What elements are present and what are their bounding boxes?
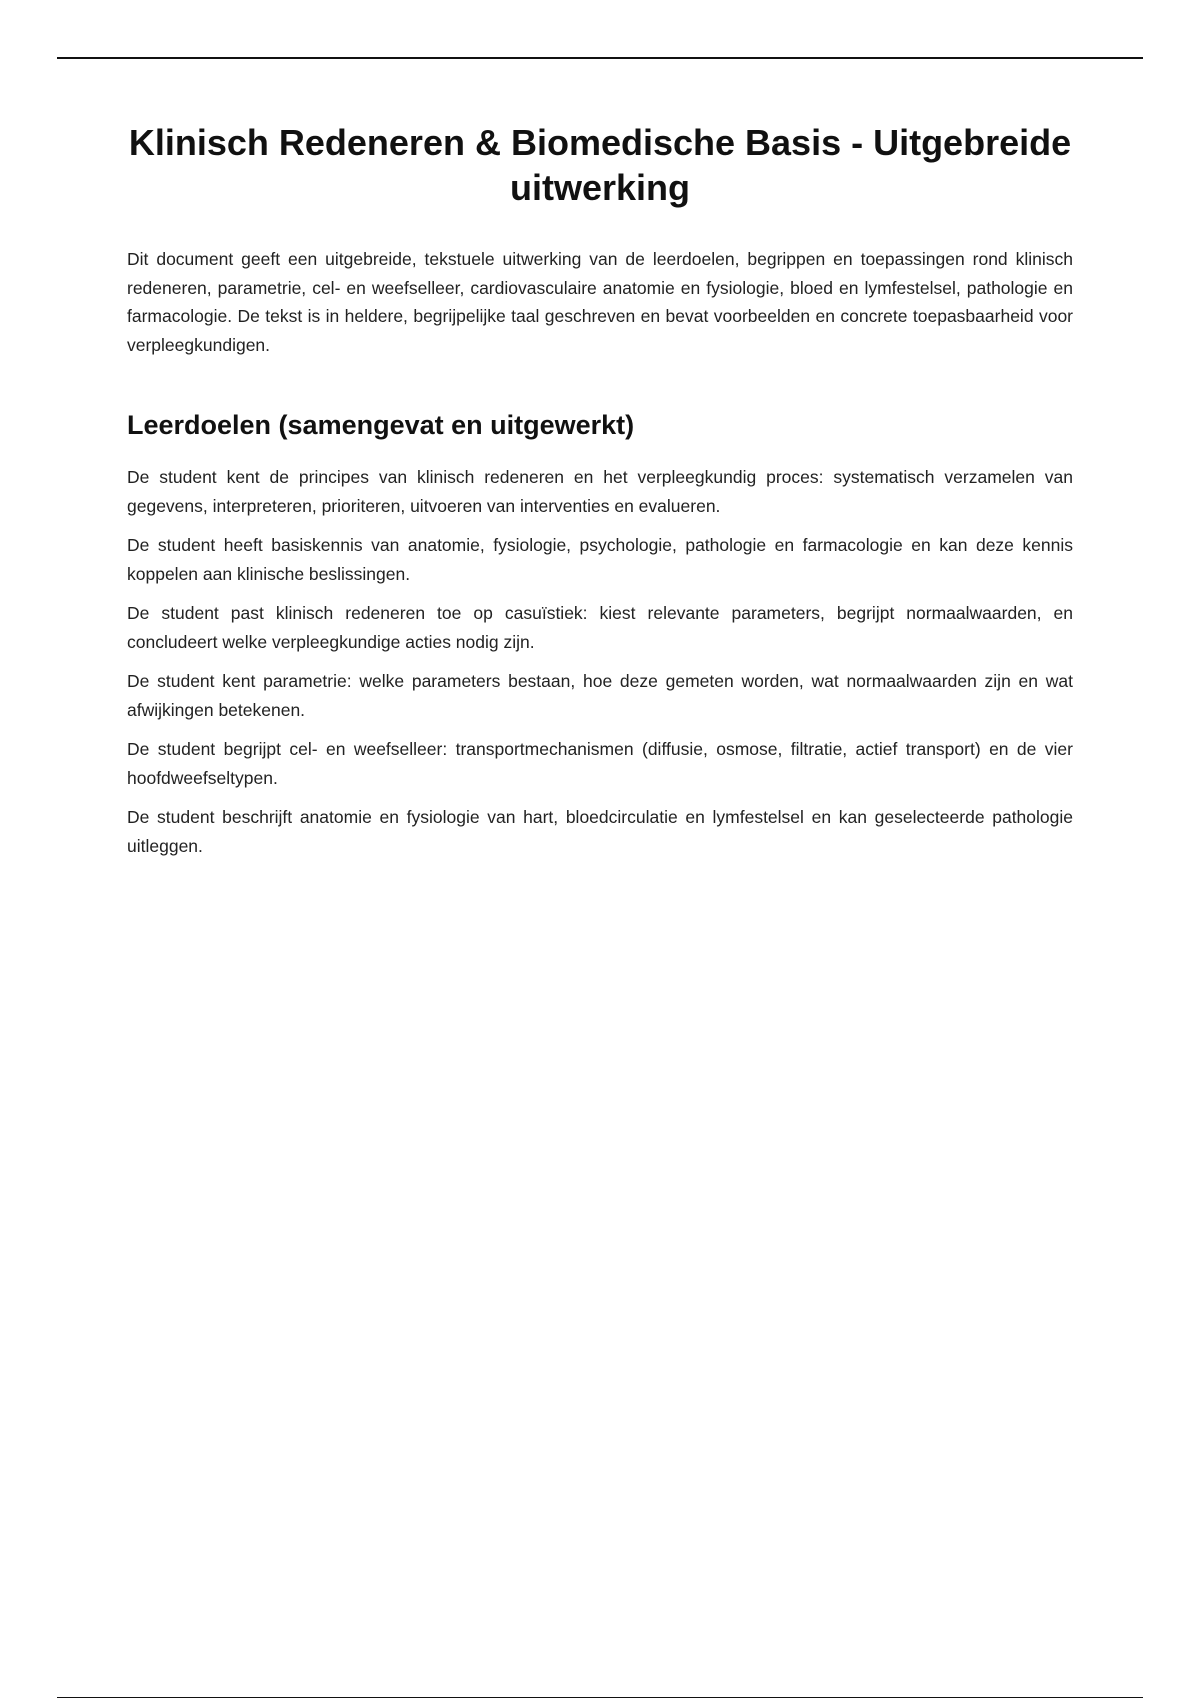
intro-paragraph: Dit document geeft een uitgebreide, tekstuele uitwerking van de leerdoelen, begrippen en toepassingen rond klinisch redeneren, parametrie, cel- en weefselleer, cardiovasculaire anatomie en fysiologie, bloed en lymfestelsel, pathologie en farmacologie. De tekst is in heldere, begrijpelijke taal geschreven en bevat voorbeelden en concrete toepasbaarheid voor verpleegkundigen. xyxy=(127,249,1073,355)
document-body xyxy=(127,120,1073,871)
section-heading: Leerdoelen (samengevat en uitgewerkt) xyxy=(127,410,635,440)
learning-goals-list xyxy=(127,463,1073,860)
learning-goal-paragraph: De student heeft basiskennis van anatomie, fysiologie, psychologie, pathologie en farmacologie en kan deze kennis koppelen aan klinische beslissingen. xyxy=(127,535,1073,584)
learning-goal-paragraph: De student kent de principes van klinisch redeneren en het verpleegkundig proces: systematisch verzamelen van gegevens, interpreteren, prioriteren, uitvoeren van interventies en evalueren. xyxy=(127,467,1073,516)
learning-goal-paragraph: De student beschrijft anatomie en fysiologie van hart, bloedcirculatie en lymfestelsel en kan geselecteerde pathologie uitleggen. xyxy=(127,807,1073,856)
top-rule xyxy=(57,57,1143,59)
learning-goal-paragraph: De student begrijpt cel- en weefselleer: transportmechanismen (diffusie, osmose, filtratie, actief transport) en de vier hoofdweefseltypen. xyxy=(127,739,1073,788)
document-title: Klinisch Redeneren & Biomedische Basis - Uitgebreide uitwerking xyxy=(128,122,1072,208)
bottom-rule xyxy=(57,1697,1143,1698)
learning-goal-paragraph: De student kent parametrie: welke parameters bestaan, hoe deze gemeten worden, wat normaalwaarden zijn en wat afwijkingen betekenen. xyxy=(127,671,1073,720)
learning-goal-paragraph: De student past klinisch redeneren toe op casuïstiek: kiest relevante parameters, begrijpt normaalwaarden, en concludeert welke verpleegkundige acties nodig zijn. xyxy=(127,603,1073,652)
